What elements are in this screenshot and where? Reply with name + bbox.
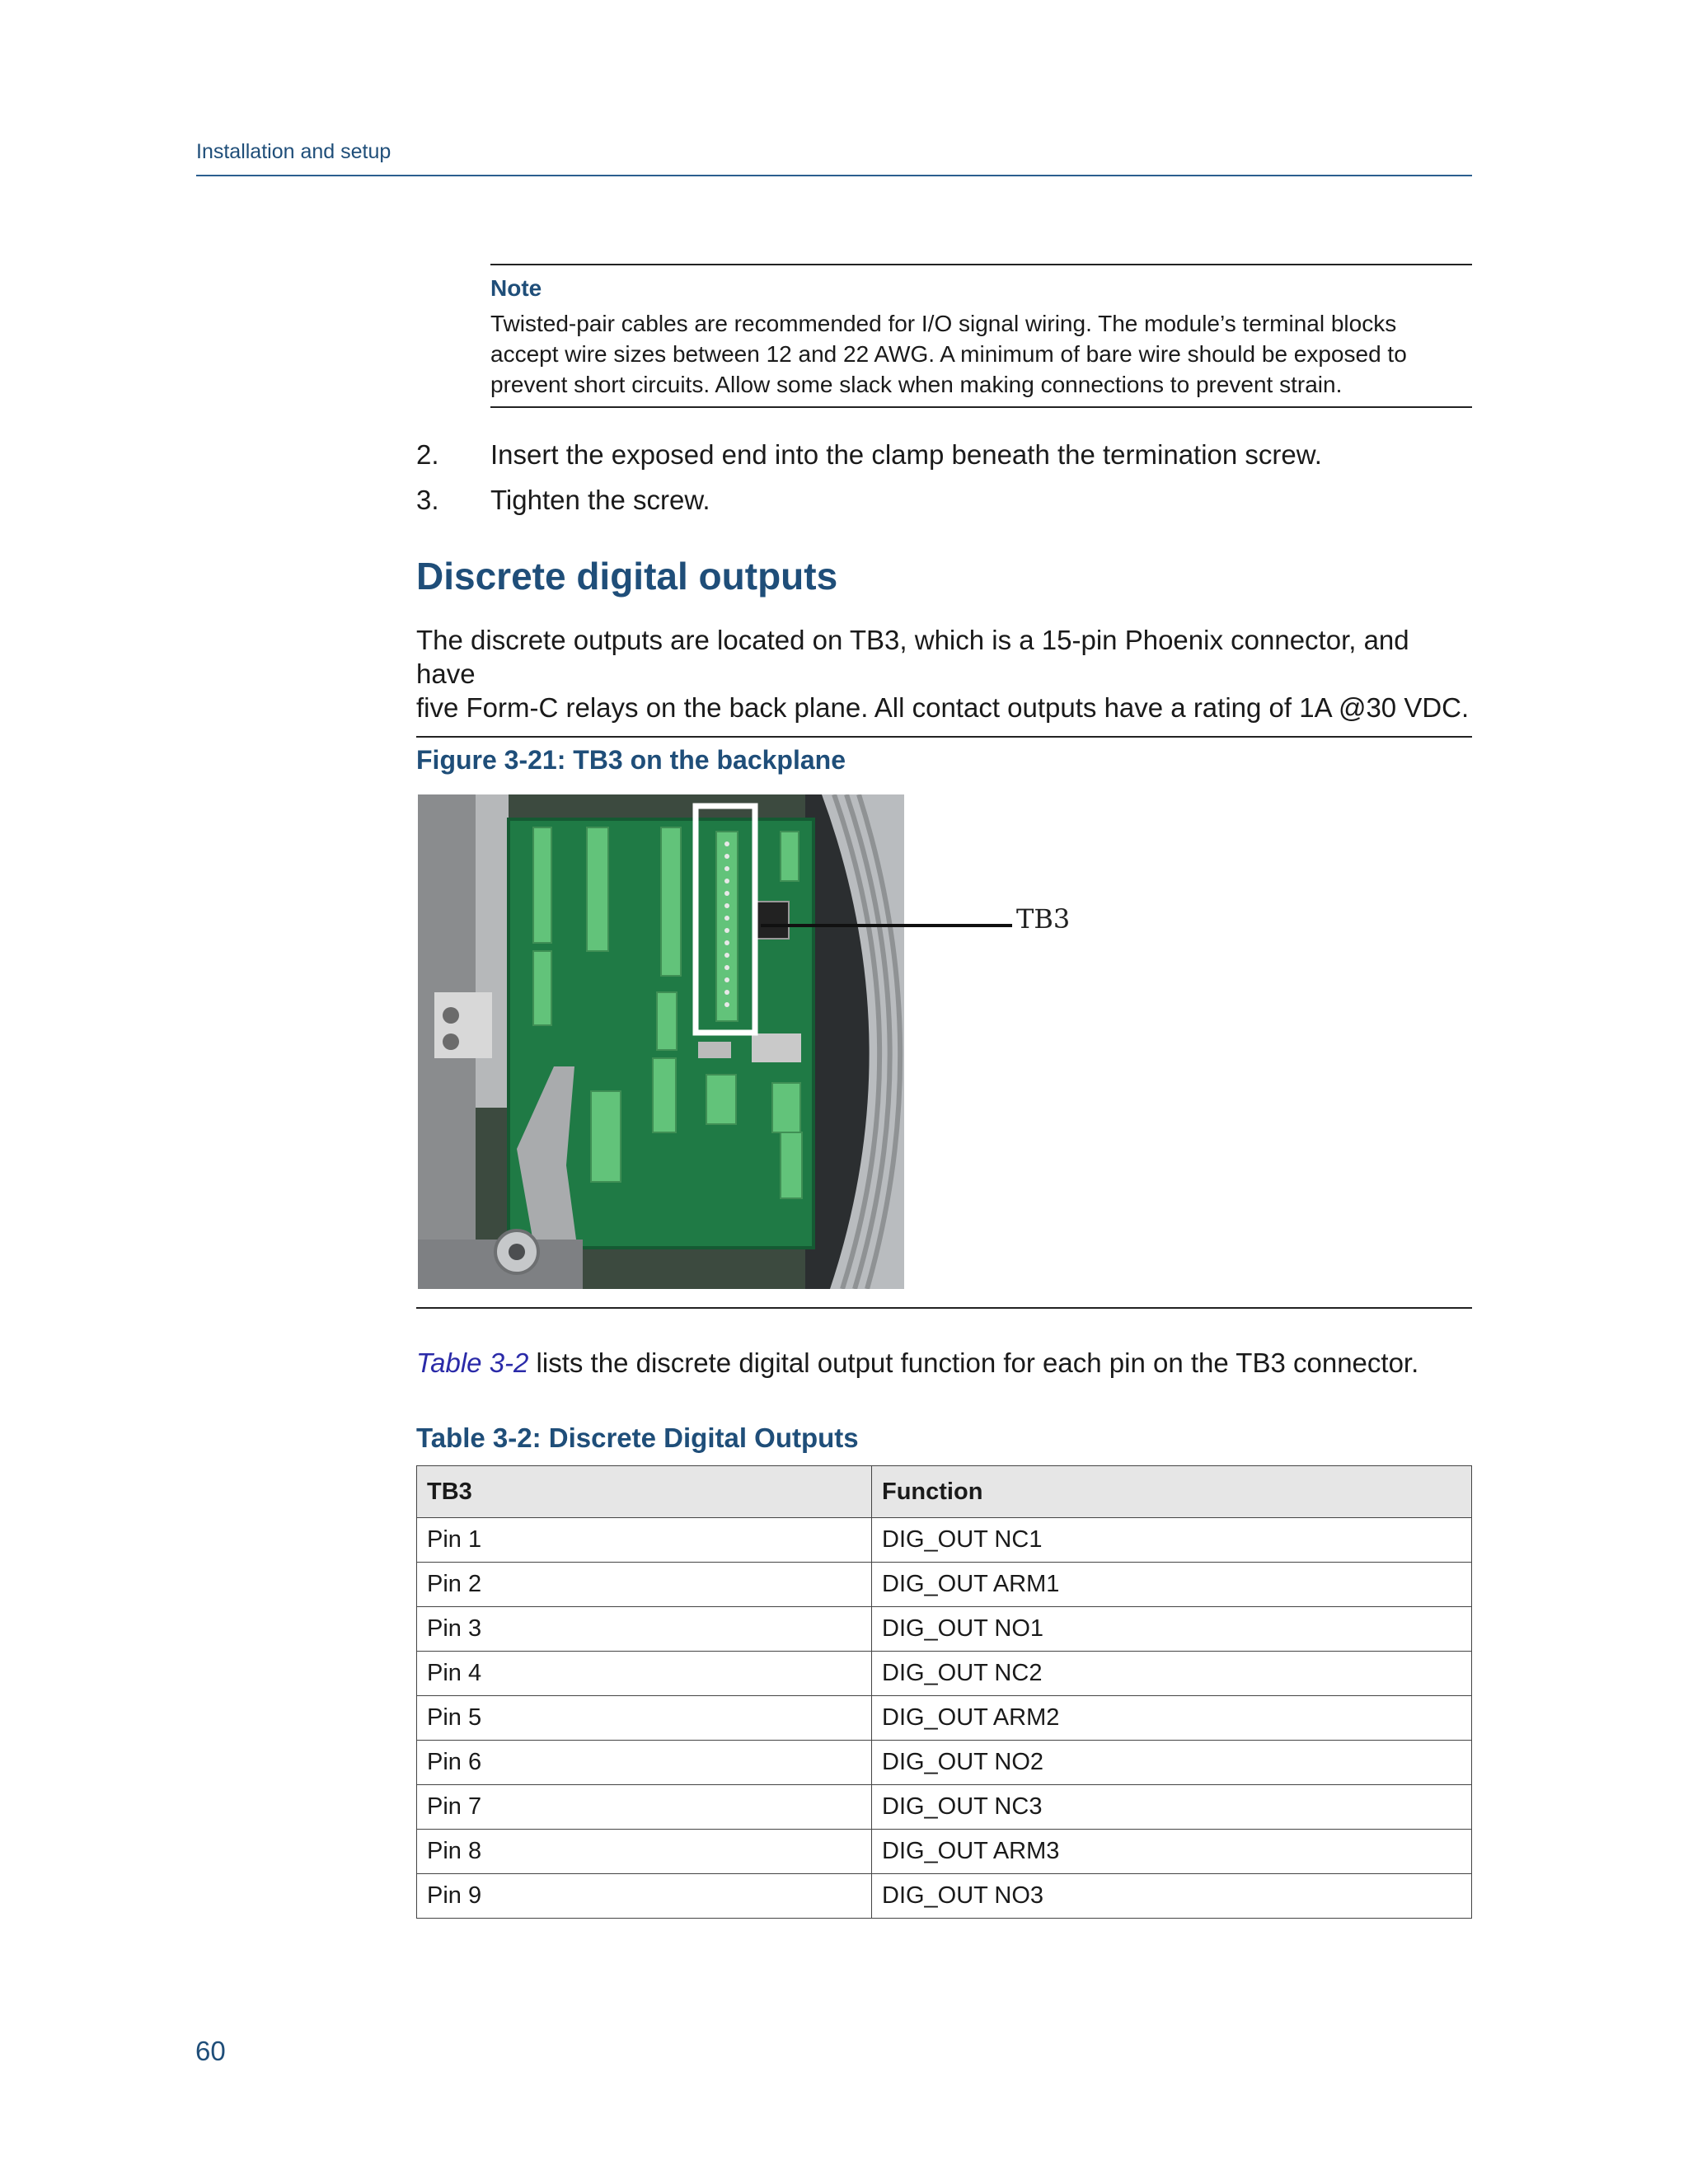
- pin-cell: Pin 8: [417, 1830, 872, 1874]
- table-row: [417, 1741, 1472, 1785]
- table-row: [417, 1563, 1472, 1607]
- note-title: Note: [490, 275, 542, 301]
- figure-bottom-rule: [416, 1307, 1472, 1309]
- table-row: [417, 1785, 1472, 1830]
- page-number: 60: [195, 2036, 226, 2066]
- table-row: [417, 1607, 1472, 1652]
- function-cell: DIG_OUT NC3: [872, 1785, 1472, 1830]
- pin-cell: Pin 1: [417, 1518, 872, 1563]
- discrete-outputs-table: [416, 1465, 1472, 1919]
- function-cell: DIG_OUT NC1: [872, 1518, 1472, 1563]
- note-box: [490, 264, 1472, 408]
- paragraph-line: The discrete outputs are located on TB3, which is a 15-pin Phoenix connector, and have: [416, 625, 1409, 689]
- note-line: prevent short circuits. Allow some slack when making connections to prevent strain.: [490, 372, 1343, 397]
- paragraph-line: five Form-C relays on the back plane. All contact outputs have a rating of 1A @30 VDC.: [416, 692, 1470, 723]
- function-cell: DIG_OUT ARM1: [872, 1563, 1472, 1607]
- table-row: [417, 1652, 1472, 1696]
- pin-cell: Pin 7: [417, 1785, 872, 1830]
- backplane-photo: [418, 794, 904, 1289]
- note-line: Twisted-pair cables are recommended for I/O signal wiring. The module’s terminal blocks: [490, 311, 1397, 336]
- pin-cell: Pin 6: [417, 1741, 872, 1785]
- table-title: Table 3-2: Discrete Digital Outputs: [416, 1422, 859, 1453]
- pin-cell: Pin 5: [417, 1696, 872, 1741]
- running-header: Installation and setup: [196, 140, 392, 163]
- tb3-callout-label: TB3: [1016, 903, 1071, 935]
- table-reference-text: lists the discrete digital output function for each pin on the TB3 connector.: [528, 1347, 1419, 1378]
- function-cell: DIG_OUT NO2: [872, 1741, 1472, 1785]
- function-cell: DIG_OUT ARM2: [872, 1696, 1472, 1741]
- function-cell: DIG_OUT NO3: [872, 1874, 1472, 1919]
- step-item: [416, 477, 1472, 523]
- section-heading: Discrete digital outputs: [416, 555, 838, 598]
- pin-cell: Pin 3: [417, 1607, 872, 1652]
- figure-caption: Figure 3-21: TB3 on the backplane: [416, 745, 846, 775]
- step-item: [416, 432, 1472, 477]
- step-list: [416, 432, 1472, 523]
- tb3-callout-line: [761, 924, 1012, 927]
- note-body: [490, 308, 1472, 400]
- function-cell: DIG_OUT ARM3: [872, 1830, 1472, 1874]
- function-cell: DIG_OUT NC2: [872, 1652, 1472, 1696]
- table-row: [417, 1874, 1472, 1919]
- step-text: Tighten the screw.: [490, 485, 710, 515]
- step-number: 2.: [416, 439, 439, 470]
- note-line: accept wire sizes between 12 and 22 AWG. A minimum of bare wire should be exposed to: [490, 341, 1407, 367]
- function-cell: DIG_OUT NO1: [872, 1607, 1472, 1652]
- table-reference-paragraph: [416, 1347, 1418, 1379]
- table-row: [417, 1830, 1472, 1874]
- figure-top-rule: [416, 736, 1472, 738]
- header-rule: [196, 175, 1472, 176]
- table-row: [417, 1518, 1472, 1563]
- table-header-row: [417, 1466, 1472, 1518]
- pin-cell: Pin 4: [417, 1652, 872, 1696]
- table-row: [417, 1696, 1472, 1741]
- step-text: Insert the exposed end into the clamp beneath the termination screw.: [490, 439, 1322, 470]
- pin-cell: Pin 9: [417, 1874, 872, 1919]
- pin-cell: Pin 2: [417, 1563, 872, 1607]
- section-paragraph: [416, 623, 1472, 724]
- table-reference-link[interactable]: Table 3-2: [416, 1347, 529, 1378]
- column-header-function: Function: [872, 1466, 1472, 1518]
- step-number: 3.: [416, 485, 439, 515]
- column-header-tb3: TB3: [417, 1466, 872, 1518]
